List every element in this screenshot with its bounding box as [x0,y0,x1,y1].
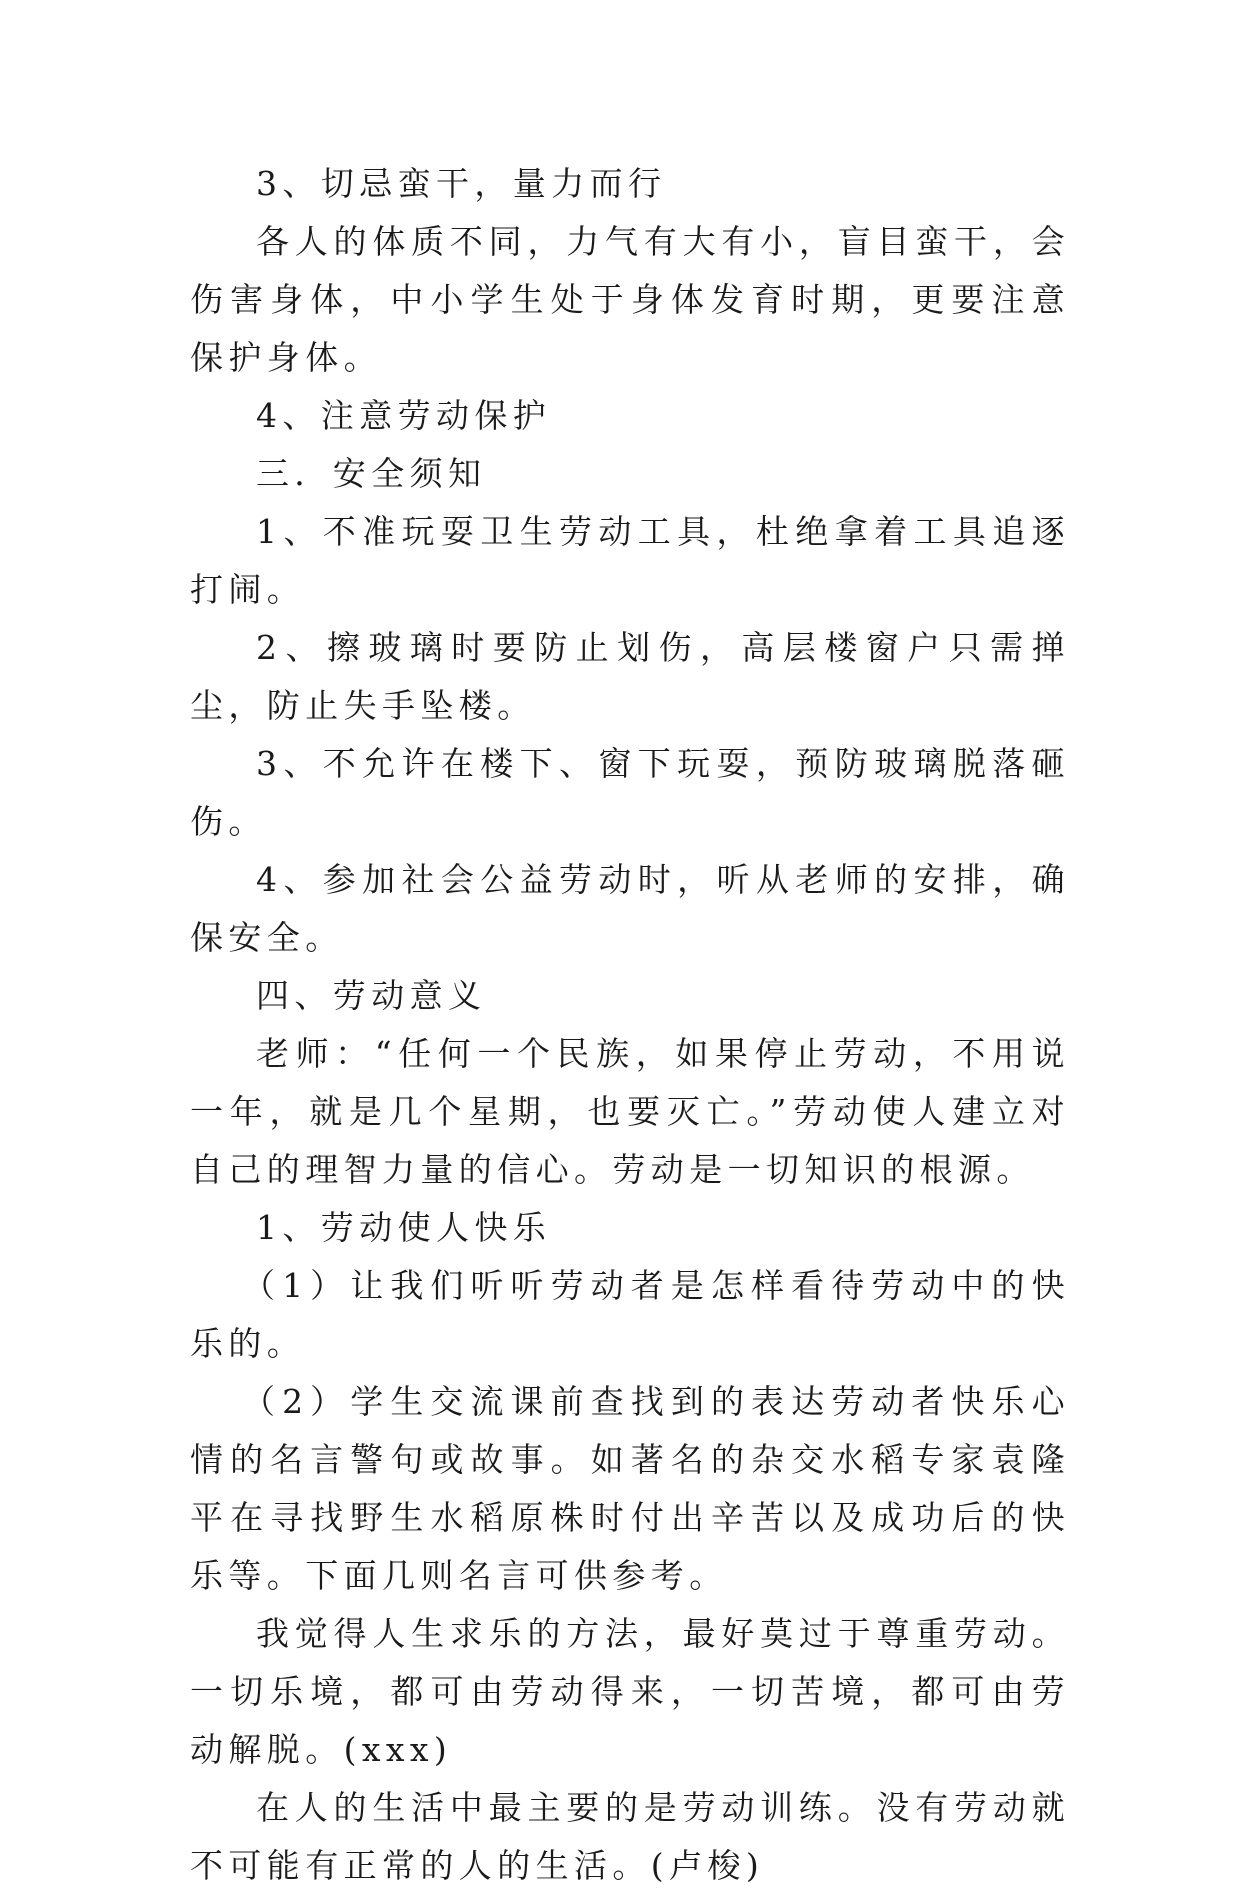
section-heading-labor-meaning: 四、劳动意义 [256,976,487,1015]
safety-item-2: 2、擦玻璃时要防止划伤，高层楼窗户只需掸尘，防止失手坠楼。 [190,628,1070,725]
safety-item-4: 4、参加社会公益劳动时，听从老师的安排，确保安全。 [190,860,1070,957]
section-heading-3-no-overexertion: 3、切忌蛮干，量力而行 [256,164,667,203]
activity-item-2: （2）学生交流课前查找到的表达劳动者快乐心情的名言警句或故事。如著名的杂交水稻专家袁隆平在寻找野生水稻原株时付出辛苦以及成功后的快乐等。下面几则名言可供参考。 [190,1382,1070,1595]
safety-item-1: 1、不准玩耍卫生劳动工具，杜绝拿着工具追逐打闹。 [190,512,1070,609]
quote-paragraph-1: 我觉得人生求乐的方法，最好莫过于尊重劳动。一切乐境，都可由劳动得来，一切苦境，都可由劳动解脱。(xxx) [190,1614,1070,1769]
section-heading-4-labor-protection: 4、注意劳动保护 [256,396,552,435]
section-heading-safety-notice: 三．安全须知 [256,454,487,493]
document-body [190,155,1070,1895]
quote-paragraph-2: 在人的生活中最主要的是劳动训练。没有劳动就不可能有正常的人的生活。(卢梭) [190,1788,1070,1885]
subsection-heading-labor-happiness: 1、劳动使人快乐 [256,1208,552,1247]
safety-item-3: 3、不允许在楼下、窗下玩耍，预防玻璃脱落砸伤。 [190,744,1070,841]
body-paragraph-physique: 各人的体质不同，力气有大有小，盲目蛮干，会伤害身体，中小学生处于身体发育时期，更要注意保护身体。 [190,222,1070,377]
teacher-quote-paragraph: 老师：“任何一个民族，如果停止劳动，不用说一年，就是几个星期，也要灭亡。”劳动使人建立对自己的理智力量的信心。劳动是一切知识的根源。 [190,1034,1070,1189]
activity-item-1: （1）让我们听听劳动者是怎样看待劳动中的快乐的。 [190,1266,1070,1363]
